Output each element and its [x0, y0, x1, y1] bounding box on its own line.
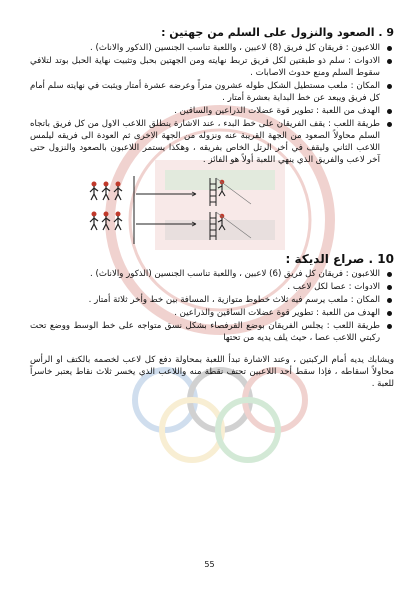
list-item-text: المكان : ملعب يرسم فيه ثلاث خطوط متوازية ، المسافة بين خط وأخر ثلاثة أمتار . [88, 295, 380, 305]
list-item-text: طريقة اللعب : يقف الفريقان على خط البدء ، عند الاشارة ينطلق اللاعب الاول من كل فريق باتجاه السلم محاولاً الصعود من الجهة القريبة عنه ونزوله من الجهة الاخرى ثم العودة الى فريقه ليلمس اللاعب الثاني وليقف في أخر الرتل الخاص بفريقه ، وهكذا يستمر اللاعبون بالصعود والنزول حتى آخر لاعب والفريق الذي ينهي اللعبة أولاً هو الفائز . [30, 119, 380, 165]
list-item-text: الهدف من اللعبة : تطوير قوة عضلات الساقين والذراعين . [174, 308, 380, 318]
list-item [30, 294, 394, 306]
list-item-text: الادوات : عصا لكل لاعب . [287, 282, 380, 292]
continuation-paragraph: ويشابك يديه أمام الركبتين ، وعند الاشارة تبدأ اللعبة بمحاولة دفع كل لاعب لخصمه بالكتف او الرأس محاولاً اسقاطه ، فإذا سقط أحد اللاعبين تحتف نقطة منه واللاعب الذي يخسر ثلاث نقاط يعتبر خاسراً للعبة . [30, 355, 394, 389]
bullet-icon [387, 272, 392, 277]
list-item [30, 55, 394, 79]
list-item-text: الادوات : سلم ذو طبقتين لكل فريق تربط نهايته ومن الجهتين بحبل وتثبيت نهاية الحبل بوتد لتلافي سقوط السلم ومنع حدوث الاصابات . [30, 56, 380, 78]
list-item [30, 118, 394, 166]
list-item-text: الهدف من اللعبة : تطوير قوة عضلات الذراعين والساقين . [174, 106, 380, 116]
bullet-icon [387, 298, 392, 303]
section-9-title: 9 . الصعود والنزول على السلم من جهتين : [161, 26, 394, 39]
bullet-icon [387, 285, 392, 290]
bullet-icon [387, 46, 392, 51]
bullet-icon [387, 59, 392, 64]
list-item [30, 268, 394, 280]
bullet-icon [387, 324, 392, 329]
list-item-text: اللاعبون : فريقان كل فريق (6) لاعبين ، واللعبة تناسب الجنسين (الذكور والاناث) . [90, 269, 380, 279]
list-item [30, 42, 394, 54]
players-left [90, 182, 122, 231]
bullet-icon [387, 109, 392, 114]
list-item-text: طريقة اللعب : يجلس الفريقان بوضع القرفصاء بشكل نسق متواجه على خط الوسط ووضع تحت ركبتي اللاعب عصا ، حيث يلف يديه من تحتها [30, 321, 380, 343]
list-item [30, 281, 394, 293]
section-9-list [30, 42, 394, 166]
ladder-game-illustration [30, 174, 394, 246]
page-content [30, 26, 394, 390]
list-item-text: اللاعبون : فريقان كل فريق (8) لاعبين ، واللعبة تناسب الجنسين (الذكور والاناث) . [90, 43, 380, 53]
direction-arrows [136, 192, 196, 226]
climbing-players [218, 180, 225, 230]
bullet-icon [387, 311, 392, 316]
bullet-icon [387, 84, 392, 89]
list-item [30, 80, 394, 104]
section-10-list [30, 268, 394, 344]
section-10-title: 10 . صراع الديكة : [285, 252, 394, 266]
page-number: 55 [204, 560, 215, 569]
ladders [210, 178, 216, 240]
list-item [30, 307, 394, 319]
list-item [30, 320, 394, 344]
bullet-icon [387, 122, 392, 127]
list-item-text: المكان : ملعب مستطيل الشكل طوله عشرون متراً وعرضه عشرة أمتار ويثبت في نهايته سلم أمام كل فريق ويبعد عن خط البداية بعشرة أمتار . [30, 81, 380, 103]
ladder-diagram [86, 174, 256, 246]
list-item [30, 105, 394, 117]
